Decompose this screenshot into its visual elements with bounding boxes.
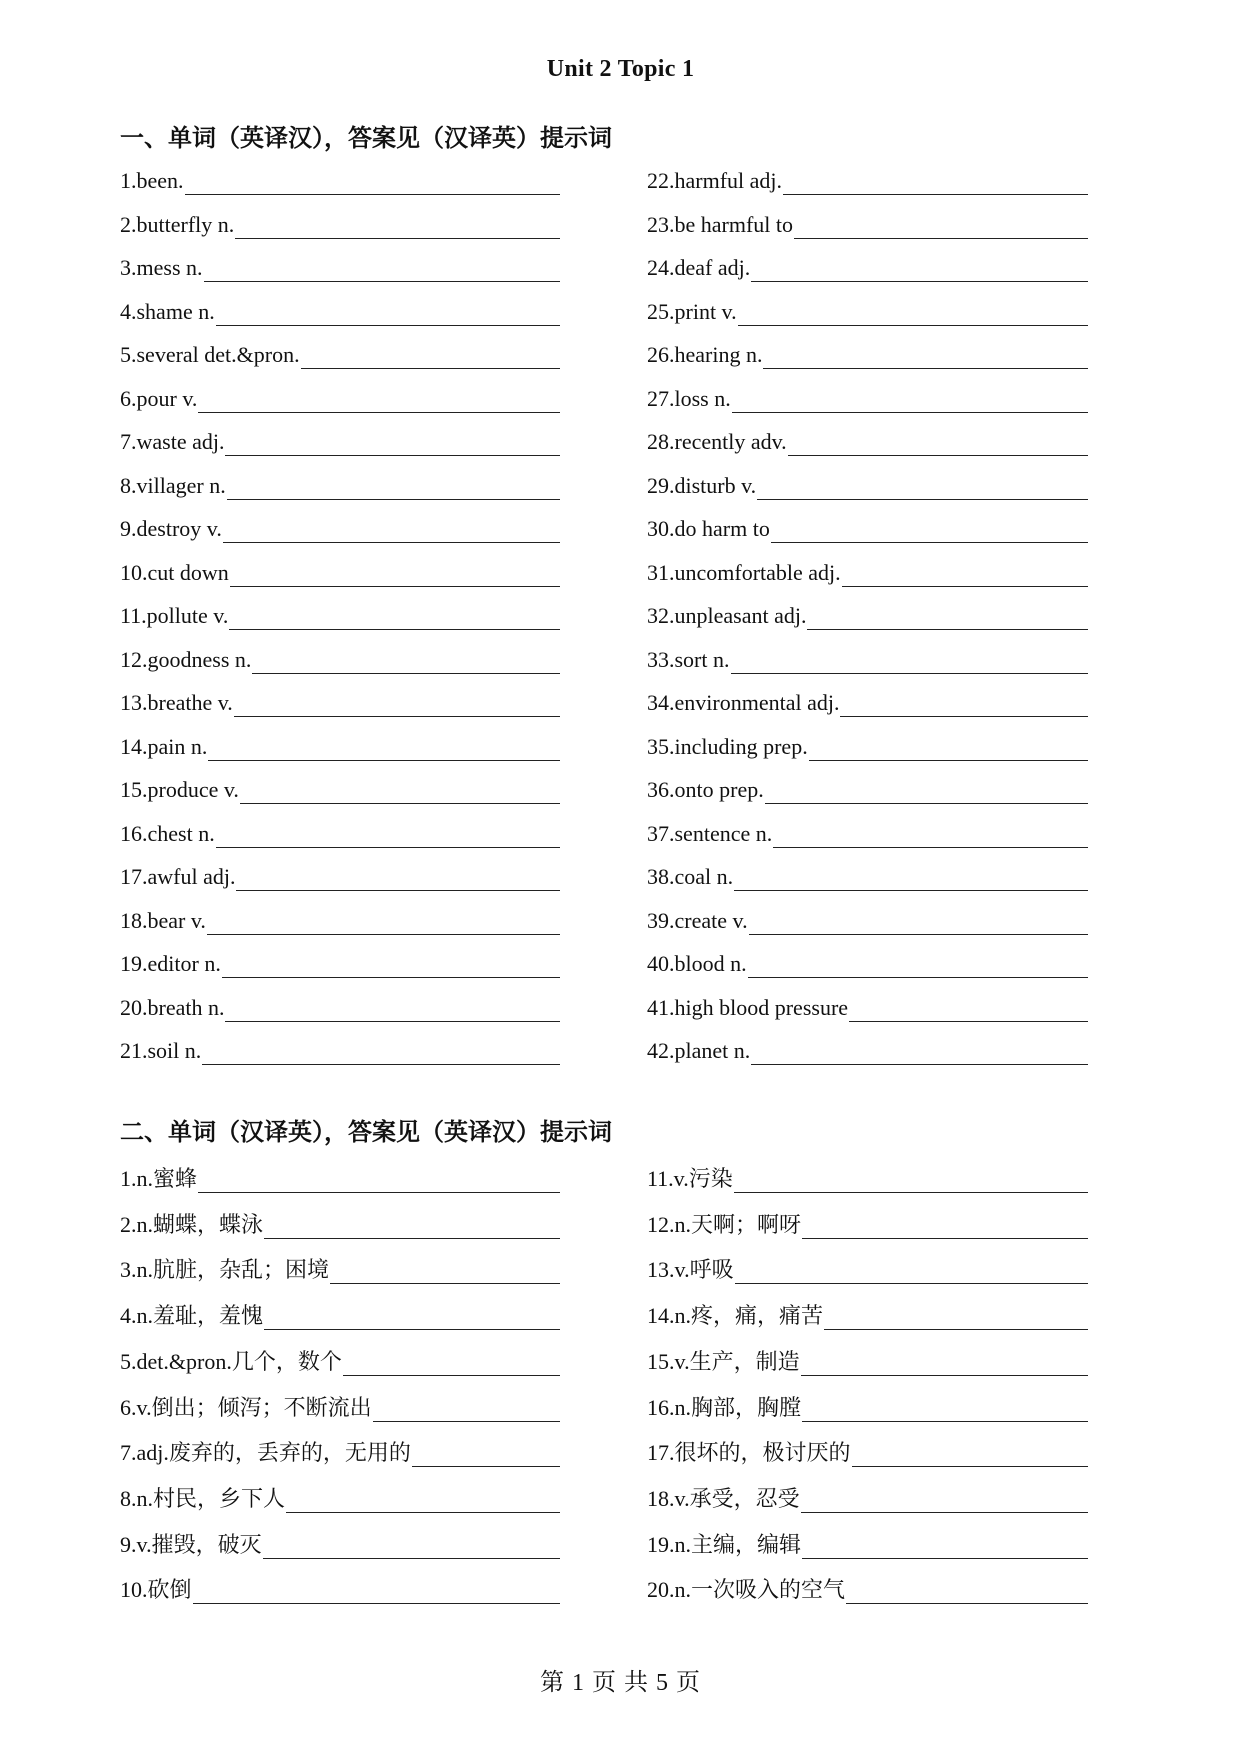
page-title: Unit 2 Topic 1: [546, 56, 695, 82]
vocab-prompt: 42.planet n.: [647, 1038, 751, 1063]
vocab-prompt: 12.n.天啊；啊呀: [647, 1211, 802, 1237]
answer-blank[interactable]: [734, 864, 1088, 891]
vocab-item: [647, 1523, 1088, 1559]
vocab-prompt: 6.pour v.: [120, 385, 198, 411]
answer-blank[interactable]: [783, 168, 1088, 195]
vocab-item: [120, 507, 560, 543]
answer-blank[interactable]: [208, 734, 560, 761]
answer-blank[interactable]: [264, 1212, 560, 1239]
answer-blank[interactable]: [193, 1577, 560, 1604]
vocab-item: [120, 159, 560, 195]
answer-blank[interactable]: [734, 1166, 1088, 1193]
answer-blank[interactable]: [198, 1166, 560, 1193]
answer-blank[interactable]: [264, 1303, 560, 1330]
vocab-prompt: 3.n.肮脏，杂乱；困境: [120, 1257, 330, 1283]
vocab-prompt: 29.disturb v.: [647, 472, 757, 498]
vocab-prompt: 18.bear v.: [120, 907, 206, 933]
answer-blank[interactable]: [801, 1349, 1088, 1376]
vocab-prompt: 18.v.承受，忍受: [647, 1485, 800, 1511]
vocab-item: [120, 1340, 560, 1376]
vocab-prompt: 33.sort n.: [647, 646, 730, 672]
answer-blank[interactable]: [802, 1395, 1088, 1422]
answer-blank[interactable]: [757, 473, 1088, 500]
vocab-item: [120, 1203, 560, 1239]
vocab-prompt: 11.v.污染: [647, 1166, 733, 1191]
vocab-item: [647, 159, 1088, 195]
vocab-prompt: 1.n.蜜蜂: [120, 1166, 198, 1191]
answer-blank[interactable]: [204, 255, 561, 282]
vocab-item: [647, 725, 1088, 761]
answer-blank[interactable]: [748, 951, 1088, 978]
vocab-prompt: 30.do harm to: [647, 516, 770, 541]
vocab-prompt: 10.砍倒: [120, 1577, 192, 1603]
answer-blank[interactable]: [807, 603, 1088, 630]
answer-blank[interactable]: [227, 473, 560, 500]
vocab-prompt: 13.v.呼吸: [647, 1257, 734, 1283]
vocab-prompt: 14.pain n.: [120, 733, 208, 759]
vocab-item: [120, 1157, 560, 1193]
vocab-item: [647, 333, 1088, 369]
answer-blank[interactable]: [735, 1257, 1088, 1284]
answer-blank[interactable]: [846, 1577, 1088, 1604]
vocab-prompt: 21.soil n.: [120, 1038, 202, 1063]
section1-heading: 一、单词（英译汉），答案见（汉译英）提示词: [120, 126, 612, 152]
vocab-item: [647, 899, 1088, 935]
vocab-item: [120, 725, 560, 761]
vocab-item: [120, 638, 560, 674]
answer-blank[interactable]: [223, 516, 560, 543]
answer-blank[interactable]: [252, 647, 560, 674]
vocab-prompt: 26.hearing n.: [647, 342, 763, 367]
vocab-prompt: 22.harmful adj.: [647, 168, 783, 193]
answer-blank[interactable]: [373, 1395, 560, 1422]
vocab-item: [120, 899, 560, 935]
vocab-prompt: 39.create v.: [647, 907, 748, 933]
vocab-item: [120, 1248, 560, 1284]
answer-blank[interactable]: [330, 1257, 560, 1284]
vocab-prompt: 23.be harmful to: [647, 211, 794, 237]
vocab-item: [647, 942, 1088, 978]
answer-blank[interactable]: [230, 560, 560, 587]
vocab-item: [120, 551, 560, 587]
vocab-item: [120, 333, 560, 369]
answer-blank[interactable]: [765, 777, 1088, 804]
vocab-prompt: 13.breathe v.: [120, 690, 233, 715]
vocab-prompt: 1.been.: [120, 168, 184, 193]
vocab-item: [120, 681, 560, 717]
vocab-item: [647, 1568, 1088, 1604]
vocab-prompt: 34.environmental adj.: [647, 690, 840, 715]
vocab-item: [647, 464, 1088, 500]
answer-blank[interactable]: [263, 1532, 560, 1559]
vocab-item: [120, 420, 560, 456]
answer-blank[interactable]: [840, 690, 1088, 717]
vocab-prompt: 17.很坏的，极讨厌的: [647, 1440, 851, 1466]
page-footer: 第 1 页 共 5 页: [540, 1670, 701, 1696]
vocab-item: [647, 203, 1088, 239]
vocab-prompt: 4.n.羞耻，羞愧: [120, 1303, 264, 1329]
answer-blank[interactable]: [229, 603, 560, 630]
vocab-item: [120, 855, 560, 891]
answer-blank[interactable]: [749, 908, 1088, 935]
answer-blank[interactable]: [731, 647, 1089, 674]
answer-blank[interactable]: [236, 864, 560, 891]
vocab-item: [647, 1248, 1088, 1284]
vocab-prompt: 41.high blood pressure: [647, 994, 849, 1020]
answer-blank[interactable]: [240, 777, 560, 804]
vocab-item: [647, 420, 1088, 456]
vocab-item: [120, 290, 560, 326]
vocab-item: [120, 1477, 560, 1513]
section2-heading: 二、单词（汉译英），答案见（英译汉）提示词: [120, 1120, 612, 1146]
vocab-prompt: 16.n.胸部，胸膛: [647, 1394, 802, 1420]
vocab-prompt: 7.adj.废弃的，丢弃的，无用的: [120, 1440, 411, 1466]
vocab-item: [647, 681, 1088, 717]
vocab-prompt: 38.coal n.: [647, 864, 734, 889]
vocab-item: [647, 507, 1088, 543]
vocab-prompt: 28.recently adv.: [647, 429, 787, 454]
answer-blank[interactable]: [343, 1349, 560, 1376]
vocab-prompt: 27.loss n.: [647, 385, 731, 411]
vocab-item: [120, 1294, 560, 1330]
vocab-prompt: 37.sentence n.: [647, 820, 773, 846]
answer-blank[interactable]: [225, 995, 560, 1022]
answer-blank[interactable]: [216, 299, 560, 326]
answer-blank[interactable]: [824, 1303, 1088, 1330]
vocab-item: [120, 1523, 560, 1559]
vocab-prompt: 12.goodness n.: [120, 646, 252, 672]
vocab-item: [647, 812, 1088, 848]
vocab-item: [120, 377, 560, 413]
answer-blank[interactable]: [412, 1440, 560, 1467]
answer-blank[interactable]: [732, 386, 1088, 413]
vocab-item: [647, 638, 1088, 674]
answer-blank[interactable]: [809, 734, 1088, 761]
vocab-item: [120, 812, 560, 848]
vocab-prompt: 31.uncomfortable adj.: [647, 559, 841, 585]
answer-blank[interactable]: [751, 1038, 1088, 1065]
vocab-item: [120, 203, 560, 239]
vocab-item: [120, 464, 560, 500]
vocab-prompt: 11.pollute v.: [120, 603, 229, 628]
vocab-item: [647, 855, 1088, 891]
vocab-prompt: 35.including prep.: [647, 733, 808, 759]
vocab-item: [647, 1157, 1088, 1193]
vocab-prompt: 4.shame n.: [120, 298, 215, 324]
vocab-item: [120, 594, 560, 630]
vocab-item: [120, 768, 560, 804]
vocab-item: [120, 986, 560, 1022]
answer-blank[interactable]: [773, 821, 1088, 848]
vocab-item: [120, 1386, 560, 1422]
vocab-prompt: 20.n.一次吸入的空气: [647, 1577, 846, 1603]
answer-blank[interactable]: [788, 429, 1088, 456]
vocab-prompt: 19.n.主编，编辑: [647, 1531, 802, 1557]
answer-blank[interactable]: [234, 690, 560, 717]
vocab-prompt: 8.villager n.: [120, 472, 226, 498]
vocab-item: [647, 1203, 1088, 1239]
vocab-item: [120, 1431, 560, 1467]
answer-blank[interactable]: [763, 342, 1088, 369]
vocab-prompt: 8.n.村民，乡下人: [120, 1485, 286, 1511]
vocab-prompt: 15.v.生产，制造: [647, 1348, 800, 1374]
vocab-item: [647, 290, 1088, 326]
answer-blank[interactable]: [301, 342, 560, 369]
vocab-item: [120, 942, 560, 978]
vocab-prompt: 40.blood n.: [647, 951, 747, 976]
vocab-prompt: 6.v.倒出；倾泻；不断流出: [120, 1394, 372, 1420]
vocab-prompt: 32.unpleasant adj.: [647, 603, 807, 628]
vocab-prompt: 5.det.&pron.几个，数个: [120, 1348, 342, 1374]
vocab-prompt: 15.produce v.: [120, 777, 239, 802]
vocab-item: [647, 246, 1088, 282]
vocab-prompt: 10.cut down: [120, 559, 229, 585]
answer-blank[interactable]: [225, 429, 560, 456]
vocab-item: [647, 377, 1088, 413]
vocab-item: [647, 594, 1088, 630]
vocab-item: [647, 1386, 1088, 1422]
answer-blank[interactable]: [794, 212, 1088, 239]
vocab-item: [120, 1568, 560, 1604]
answer-blank[interactable]: [771, 516, 1088, 543]
vocab-item: [647, 1029, 1088, 1065]
answer-blank[interactable]: [802, 1212, 1088, 1239]
answer-blank[interactable]: [235, 212, 560, 239]
vocab-item: [120, 246, 560, 282]
answer-blank[interactable]: [849, 995, 1088, 1022]
vocab-prompt: 20.breath n.: [120, 994, 225, 1020]
vocab-item: [647, 1340, 1088, 1376]
vocab-prompt: 24.deaf adj.: [647, 255, 751, 280]
answer-blank[interactable]: [207, 908, 560, 935]
vocab-item: [647, 768, 1088, 804]
vocab-item: [647, 986, 1088, 1022]
vocab-prompt: 14.n.疼，痛，痛苦: [647, 1303, 824, 1329]
vocab-prompt: 17.awful adj.: [120, 864, 236, 889]
answer-blank[interactable]: [802, 1532, 1088, 1559]
vocab-prompt: 3.mess n.: [120, 255, 203, 280]
vocab-prompt: 16.chest n.: [120, 820, 215, 846]
answer-blank[interactable]: [222, 951, 560, 978]
answer-blank[interactable]: [801, 1486, 1088, 1513]
answer-blank[interactable]: [842, 560, 1088, 587]
vocab-prompt: 5.several det.&pron.: [120, 342, 300, 367]
answer-blank[interactable]: [185, 168, 560, 195]
vocab-prompt: 7.waste adj.: [120, 429, 225, 454]
vocab-item: [120, 1029, 560, 1065]
answer-blank[interactable]: [202, 1038, 560, 1065]
answer-blank[interactable]: [738, 299, 1088, 326]
vocab-item: [647, 551, 1088, 587]
vocab-prompt: 25.print v.: [647, 298, 737, 324]
answer-blank[interactable]: [198, 386, 560, 413]
vocab-prompt: 19.editor n.: [120, 951, 221, 976]
vocab-prompt: 9.v.摧毁，破灭: [120, 1531, 262, 1557]
vocab-item: [647, 1431, 1088, 1467]
answer-blank[interactable]: [751, 255, 1088, 282]
vocab-prompt: 2.n.蝴蝶，蝶泳: [120, 1211, 264, 1237]
answer-blank[interactable]: [286, 1486, 560, 1513]
vocab-item: [647, 1294, 1088, 1330]
vocab-prompt: 36.onto prep.: [647, 777, 764, 802]
vocab-item: [647, 1477, 1088, 1513]
vocab-prompt: 9.destroy v.: [120, 516, 222, 541]
answer-blank[interactable]: [852, 1440, 1088, 1467]
answer-blank[interactable]: [216, 821, 560, 848]
vocab-prompt: 2.butterfly n.: [120, 211, 235, 237]
